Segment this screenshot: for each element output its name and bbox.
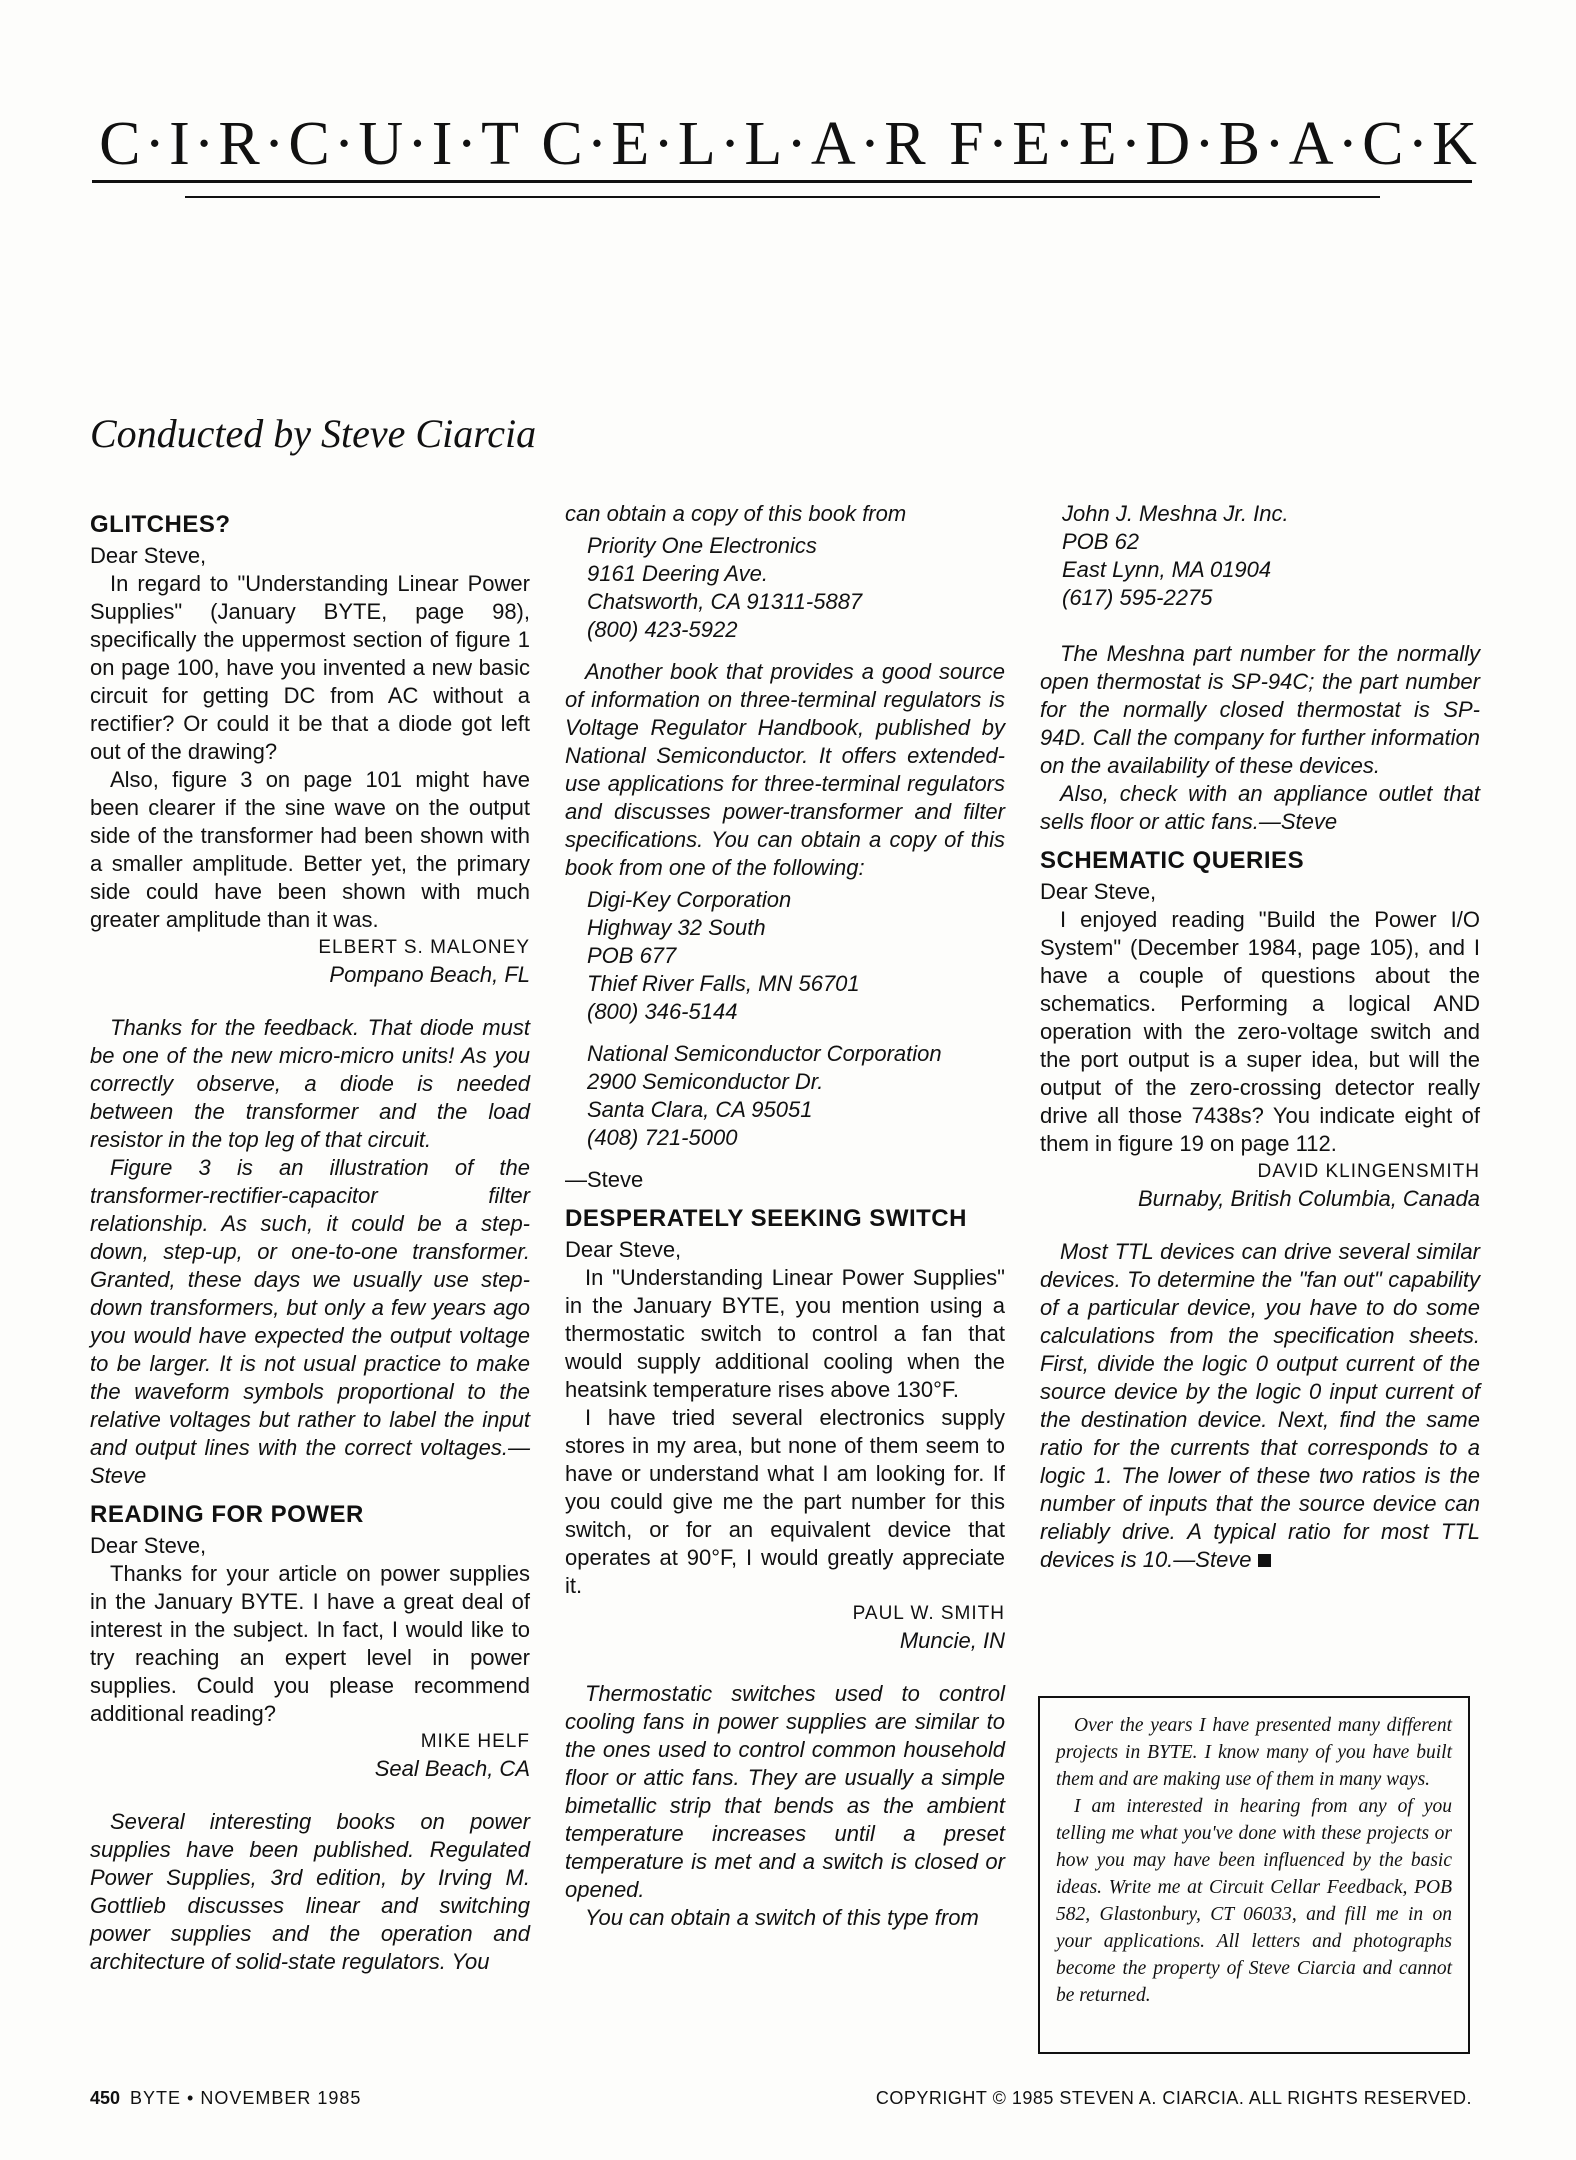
- end-mark-icon: [1258, 1554, 1271, 1567]
- letter-paragraph: I have tried several electronics supply stores in my area, but none of them seem to have or understand what I am looking for. If you could give me the part number for this switch, or for an equivalent device that operates at 90°F, I would greatly appreciate it.: [565, 1405, 1005, 1598]
- address-line: (800) 346-5144: [587, 999, 738, 1024]
- address-line: John J. Meshna Jr. Inc.: [1062, 501, 1289, 526]
- address-block: [1062, 500, 1480, 612]
- section-heading-switch: DESPERATELY SEEKING SWITCH: [565, 1205, 967, 1232]
- reply-paragraph: [1040, 1238, 1480, 1574]
- address-line: Digi-Key Corporation: [587, 887, 792, 912]
- reply-signoff: —Steve: [565, 1167, 644, 1192]
- address-line: 9161 Deering Ave.: [587, 561, 769, 586]
- letter-paragraph: In "Understanding Linear Power Supplies" in the January BYTE, you mention using a thermostatic switch to control a fan that would supply additional cooling when the heatsink temperature rises above 130°F.: [565, 1265, 1005, 1402]
- address-line: 2900 Semiconductor Dr.: [587, 1069, 824, 1094]
- address-line: Highway 32 South: [587, 915, 766, 940]
- reply-paragraph: Thermostatic switches used to control cooling fans in power supplies are similar to the ones used to control common household floor or attic fans. They are usually a simple bimetallic strip that bends as the ambient temperature increases until a preset temperature is met and a switch is closed or opened.: [565, 1681, 1005, 1902]
- address-line: Santa Clara, CA 95051: [587, 1097, 813, 1122]
- column-3: [1040, 500, 1480, 1574]
- reply-text: Most TTL devices can drive several similar devices. To determine the "fan out" capability of a particular device, you have to do some calculations from the specification sheets. First, divide the logic 0 output current of the source device by the logic 0 input current of the destination device. Next, find the same ratio for the currents that corresponds to a logic 1. The lower of these two ratios is the number of inputs that the source device can reliably drive. A typical ratio for most TTL devices is 10.—Steve: [1040, 1239, 1480, 1572]
- signature-name: ELBERT S. MALONEY: [318, 937, 530, 958]
- signature-name: MIKE HELF: [420, 1731, 530, 1752]
- note-paragraph: Over the years I have presented many different projects in BYTE. I know many of you have built them and are making use of them in many ways.: [1056, 1715, 1452, 1790]
- reply-paragraph: Figure 3 is an illustration of the transformer-rectifier-capacitor filter relationship. As such, it could be a step-down, step-up, or one-to-one transformer. Granted, these days we usually use step-down transformers, but only a few years ago you would have expected the output voltage to be larger. It is not usual practice to make the waveform symbols proportional to the relative voltages but rather to label the input and output lines with the correct voltages.—Steve: [90, 1155, 530, 1488]
- address-line: East Lynn, MA 01904: [1062, 557, 1272, 582]
- column-1: [90, 500, 530, 1976]
- reply-paragraph: You can obtain a switch of this type from: [585, 1905, 979, 1930]
- letter-paragraph: In regard to "Understanding Linear Power Supplies" (January BYTE, page 98), specifically the uppermost section of figure 1 on page 100, have you invented a new basic circuit for getting DC from AC without a rectifier? Or could it be that a diode got left out of the drawing?: [90, 571, 530, 764]
- address-line: (408) 721-5000: [587, 1125, 738, 1150]
- letter-paragraph: Thanks for your article on power supplies in the January BYTE. I have a great deal of interest in the subject. In fact, I would like to try reaching an expert level in power supplies. Could you please recommend additional reading?: [90, 1561, 530, 1726]
- address-line: Priority One Electronics: [587, 533, 817, 558]
- section-heading-glitches: GLITCHES?: [90, 511, 231, 538]
- column-2: [565, 500, 1005, 1932]
- section-heading-schematic: SCHEMATIC QUERIES: [1040, 847, 1305, 874]
- byline: Conducted by Steve Ciarcia: [90, 411, 537, 456]
- signature: [90, 1728, 530, 1782]
- signature-name: DAVID KLINGENSMITH: [1257, 1161, 1480, 1182]
- letter-paragraph: Also, figure 3 on page 101 might have been clearer if the sine wave on the output side of the transformer had been shown with a smaller amplitude. Better yet, the primary side could have been shown with much greater amplitude than it was.: [90, 767, 530, 932]
- salutation: Dear Steve,: [1040, 879, 1157, 904]
- editor-note-box: [1038, 1696, 1470, 2054]
- signature-place: Burnaby, British Columbia, Canada: [1138, 1186, 1480, 1211]
- signature-place: Seal Beach, CA: [374, 1756, 530, 1781]
- address-block: [587, 1040, 1005, 1152]
- title-rule-top: [92, 180, 1472, 183]
- signature-name: PAUL W. SMITH: [852, 1603, 1005, 1624]
- reply-paragraph: Thanks for the feedback. That diode must be one of the new micro-micro units! As you correctly observe, a diode is needed between the transformer and the load resistor in the top leg of that circuit.: [90, 1015, 530, 1152]
- signature-place: Pompano Beach, FL: [329, 962, 530, 987]
- address-line: Chatsworth, CA 91311-5887: [587, 589, 863, 614]
- footer-folio: [90, 2088, 361, 2109]
- signature: [565, 1600, 1005, 1654]
- address-line: National Semiconductor Corporation: [587, 1041, 942, 1066]
- copyright-notice: COPYRIGHT © 1985 STEVEN A. CIARCIA. ALL RIGHTS RESERVED.: [875, 2088, 1472, 2108]
- address-block: [587, 886, 1005, 1026]
- page-number: 450: [90, 2088, 121, 2108]
- letter-paragraph: I enjoyed reading "Build the Power I/O System" (December 1984, page 105), and I have a couple of questions about the schematics. Performing a logical AND operation with the zero-voltage switch and the port output is a super idea, but will the output of the zero-crossing detector really drive all those 7438s? You indicate eight of them in figure 19 on page 112.: [1040, 907, 1480, 1156]
- address-line: POB 62: [1062, 529, 1140, 554]
- salutation: Dear Steve,: [90, 543, 207, 568]
- signature: [1040, 1158, 1480, 1212]
- address-line: (800) 423-5922: [587, 617, 738, 642]
- reply-paragraph: Also, check with an appliance outlet that sells floor or attic fans.—Steve: [1040, 781, 1480, 834]
- reply-paragraph: Several interesting books on power supplies have been published. Regulated Power Supplies, 3rd edition, by Irving M. Gottlieb discusses linear and switching power supplies and the operation and architecture of solid-state regulators. You: [90, 1809, 530, 1974]
- note-paragraph: I am interested in hearing from any of you telling me what you've done with these projects or how you may have been influenced by the basic ideas. Write me at Circuit Cellar Feedback, POB 582, Glastonbury, CT 06033, and fill me in on your applications. All letters and photographs become the property of Steve Ciarcia and cannot be returned.: [1056, 1796, 1452, 2006]
- section-heading-reading: READING FOR POWER: [90, 1501, 364, 1528]
- reply-paragraph: Another book that provides a good source of information on three-terminal regulators is Voltage Regulator Handbook, published by National Semiconductor. It offers extended-use applications for three-terminal regulators and discusses power-transformer and filter specifications. You can obtain a copy of this book from one of the following:: [565, 659, 1005, 880]
- salutation: Dear Steve,: [565, 1237, 682, 1262]
- reply-continuation: can obtain a copy of this book from: [565, 501, 907, 526]
- salutation: Dear Steve,: [90, 1533, 207, 1558]
- issue-label: BYTE • NOVEMBER 1985: [130, 2088, 362, 2108]
- page-title: C·I·R·C·U·I·T C·E·L·L·A·R F·E·E·D·B·A·C·K: [99, 110, 1481, 178]
- signature-place: Muncie, IN: [899, 1628, 1005, 1653]
- address-line: Thief River Falls, MN 56701: [587, 971, 860, 996]
- address-line: POB 677: [587, 943, 677, 968]
- reply-paragraph: The Meshna part number for the normally open thermostat is SP-94C; the part number for the normally closed thermostat is SP-94D. Call the company for further information on the availability of these devices.: [1040, 641, 1480, 778]
- title-rule-bottom: [185, 196, 1380, 198]
- address-block: [587, 532, 1005, 644]
- signature: [90, 934, 530, 988]
- address-line: (617) 595-2275: [1062, 585, 1213, 610]
